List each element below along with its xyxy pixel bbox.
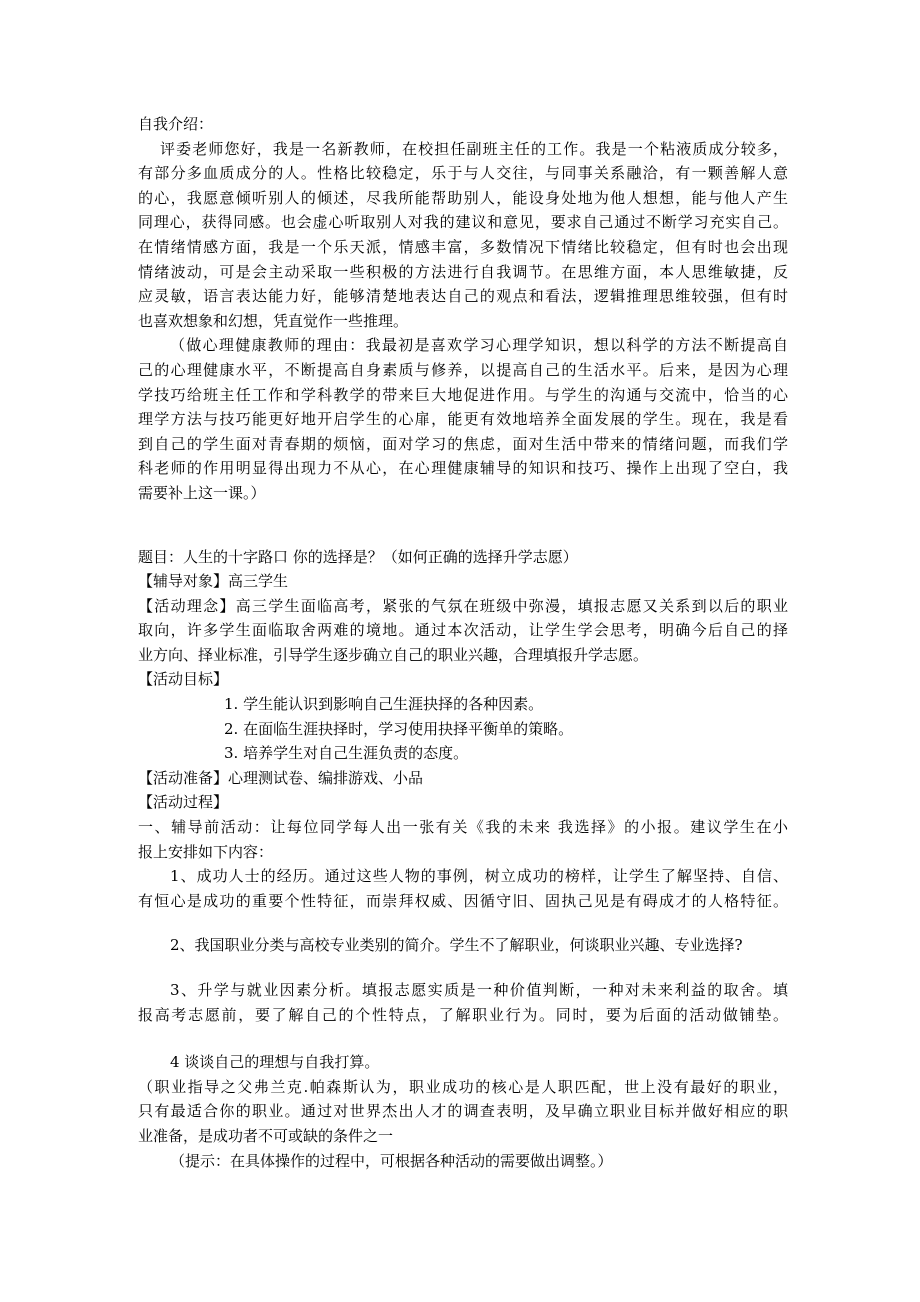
- goal-item: 3. 培养学生对自己生涯负责的态度。: [224, 744, 469, 763]
- goals-heading: 【活动目标】: [138, 670, 229, 689]
- pre-activity-line: 一、辅导前活动：让每位同学每人出一张有关《我的未来 我选择》的小报。建议学生在小: [138, 818, 788, 837]
- paragraph-spacer: [138, 913, 788, 933]
- item1-line: 1、成功人士的经历。通过这些人物的事例，树立成功的榜样，让学生了解坚持、自信、: [170, 867, 788, 886]
- lesson-concept-line: 业方向、择业标准，引导学生逐步确立自己的职业兴趣，合理填报升学志愿。: [138, 645, 649, 664]
- paragraph-spacer: [138, 1027, 788, 1050]
- intro-para2-line: 科老师的作用明显得出现力不从心，在心理健康辅导的知识和技巧、操作上出现了空白，我: [138, 459, 788, 478]
- item4-line: 4 谈谈自己的理想与自我打算。: [170, 1053, 380, 1072]
- intro-para1-line: 评委老师您好，我是一名新教师，在校担任副班主任的工作。我是一个粘液质成分较多，: [160, 139, 788, 158]
- quote-line: 只有最适合你的职业。通过对世界杰出人才的调查表明，及早确立职业目标并做好相应的职: [138, 1102, 788, 1121]
- section-spacer: [138, 506, 788, 545]
- intro-para1-line: 同理心，获得同感。也会虚心听取别人对我的建议和意见，要求自己通过不断学习充实自己。: [138, 213, 788, 232]
- process-heading: 【活动过程】: [138, 793, 229, 812]
- intro-para2-line: 理学方法与技巧能更好地开启学生的心扉，能更有效地培养全面发展的学生。现在，我是看: [138, 410, 788, 429]
- intro-para1-line: 情绪波动，可是会主动采取一些积极的方法进行自我调节。在思维方面，本人思维敏捷，反: [138, 262, 788, 281]
- pre-activity-line: 报上安排如下内容：: [138, 842, 274, 861]
- quote-line: （职业指导之父弗兰克.帕森斯认为，职业成功的核心是人职匹配，世上没有最好的职业，: [138, 1077, 788, 1096]
- document-page: [138, 112, 788, 1173]
- lesson-prep: 【活动准备】心理测试卷、编排游戏、小品: [138, 768, 424, 787]
- intro-para1-line: 有部分多血质成分的人。性格比较稳定，乐于与人交往，与同事关系融洽，有一颗善解人意: [138, 164, 788, 183]
- intro-para2-line: （做心理健康教师的理由：我最初是喜欢学习心理学知识，想以科学的方法不断提高自: [170, 336, 788, 355]
- intro-para1-line: 的心，我愿意倾听别人的倾述，尽我所能帮助别人，能设身处地为他人想想，能与他人产生: [138, 188, 788, 207]
- intro-para2-line: 到自己的学生面对青春期的烦恼，面对学习的焦虑，面对生活中带来的情绪问题，而我们学: [138, 434, 788, 453]
- item3-line: 3、升学与就业因素分析。填报志愿实质是一种价值判断，一种对未来利益的取舍。填: [170, 981, 788, 999]
- intro-para1-line: 应灵敏，语言表达能力好，能够清楚地表达自己的观点和看法，逻辑推理思维较强，但有时: [138, 287, 788, 306]
- lesson-title: 题目：人生的十字路口 你的选择是？（如何正确的选择升学志愿）: [138, 547, 578, 566]
- lesson-concept-line: 取向，许多学生面临取舍两难的境地。通过本次活动，让学生学会思考，明确今后自己的择: [138, 621, 788, 640]
- goal-item: 1. 学生能认识到影响自己生涯抉择的各种因素。: [224, 695, 544, 714]
- item1-line: 有恒心是成功的重要个性特征，而崇拜权威、因循守旧、固执己见是有碍成才的人格特征。: [138, 891, 788, 910]
- paragraph-spacer: [138, 958, 788, 978]
- intro-para2-line: 己的心理健康水平，不断提高自身素质与修养，以提高自己的生活水平。后来，是因为心理: [138, 360, 788, 379]
- intro-heading: 自我介绍：: [138, 115, 214, 133]
- intro-para2-line: 需要补上这一课。）: [138, 483, 266, 502]
- intro-para2-line: 学技巧给班主任工作和学科教学的带来巨大地促进作用。与学生的沟通与交流中，恰当的心: [138, 385, 788, 404]
- quote-line: 业准备，是成功者不可或缺的条件之一: [138, 1126, 394, 1145]
- intro-para1-line: 在情绪情感方面，我是一个乐天派，情感丰富，多数情况下情绪比较稳定，但有时也会出现: [138, 237, 788, 256]
- hint-line: （提示：在具体操作的过程中，可根据各种活动的需要做出调整。）: [170, 1151, 613, 1170]
- intro-para1-line: 也喜欢想象和幻想，凭直觉作一些推理。: [138, 311, 409, 330]
- item2-line: 2、我国职业分类与高校专业类别的简介。学生不了解职业，何谈职业兴趣、专业选择?: [170, 936, 743, 955]
- goal-item: 2. 在面临生涯抉择时，学习使用抉择平衡单的策略。: [224, 719, 574, 738]
- lesson-target: 【辅导对象】高三学生: [138, 572, 289, 591]
- lesson-concept-line: 【活动理念】高三学生面临高考，紧张的气氛在班级中弥漫，填报志愿又关系到以后的职业: [138, 596, 788, 615]
- item3-line: 报高考志愿前，要了解自己的个性特点，了解职业行为。同时，要为后面的活动做铺垫。: [138, 1005, 788, 1024]
